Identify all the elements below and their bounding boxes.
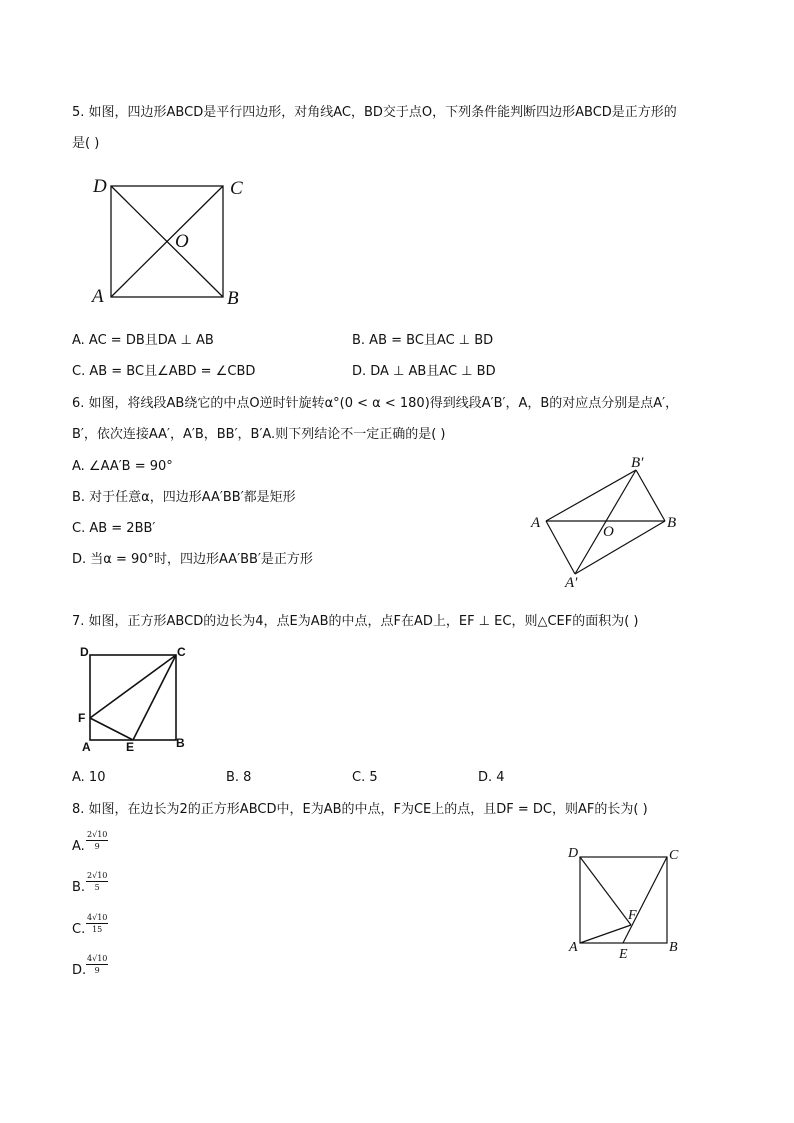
q6-option-c: C. AB = 2BB′ (72, 521, 156, 536)
q6-stem-line2: B′，依次连接AA′，A′B，BB′，B′A.则下列结论不一定正确的是( ) (72, 427, 446, 442)
q8-option-b-numerator: 2√10 (87, 871, 108, 880)
q8-label-d: D (568, 846, 579, 861)
q8-option-a-letter: A. (72, 839, 85, 854)
q7-label-f: F (78, 711, 86, 725)
q5-option-c: C. AB = BC且∠ABD = ∠CBD (72, 364, 256, 379)
q8-label-c: C (669, 848, 679, 863)
q6-option-a: A. ∠AA′B = 90° (72, 459, 173, 474)
q7-label-b: B (176, 736, 185, 750)
q6-label-b: B (667, 515, 677, 531)
q7-option-d: D. 4 (478, 770, 505, 785)
q8-option-a-numerator: 2√10 (87, 830, 108, 839)
q8-option-a-denominator: 9 (94, 842, 100, 851)
q8-option-c-denominator: 15 (92, 925, 103, 934)
q7-option-c: C. 5 (352, 770, 378, 785)
q8-label-f: F (628, 908, 637, 923)
q7-option-a: A. 10 (72, 770, 106, 785)
q5-option-a: A. AC = DB且DA ⊥ AB (72, 333, 214, 348)
q8-label-e: E (619, 947, 628, 962)
q8-label-a: A (569, 940, 578, 955)
q5-stem-line1: 5. 如图，四边形ABCD是平行四边形，对角线AC，BD交于点O，下列条件能判断四边形ABCD是正方形的 (72, 105, 677, 120)
q8-option-b-denominator: 5 (94, 883, 100, 892)
q6-label-o: O (603, 524, 614, 540)
q8-stem: 8. 如图，在边长为2的正方形ABCD中，E为AB的中点，F为CE上的点，且DF = DC，则AF的长为( ) (72, 802, 648, 817)
q7-label-d: D (80, 645, 89, 659)
q6-label-a: A (531, 515, 541, 531)
q8-label-b: B (669, 940, 678, 955)
q6-option-d: D. 当α = 90°时，四边形AA′BB′是正方形 (72, 552, 313, 567)
q6-stem-line1: 6. 如图，将线段AB绕它的中点O逆时针旋转α°(0 < α < 180)得到线段A′B′，A，B的对应点分别是点A′， (72, 396, 679, 411)
q8-option-d-denominator: 9 (94, 966, 100, 975)
q5-label-d: D (93, 176, 107, 197)
q5-label-c: C (230, 178, 243, 199)
q7-stem: 7. 如图，正方形ABCD的边长为4，点E为AB的中点，点F在AD上，EF ⊥ EC，则△CEF的面积为( ) (72, 614, 639, 629)
q5-label-b: B (227, 288, 239, 309)
q7-label-e: E (126, 740, 135, 754)
q8-option-c-numerator: 4√10 (87, 913, 108, 922)
q7-option-b: B. 8 (226, 770, 252, 785)
q8-option-c-letter: C. (72, 922, 86, 937)
q8-option-b-letter: B. (72, 880, 86, 895)
q6-label-a-prime: A′ (565, 575, 578, 591)
q5-option-b: B. AB = BC且AC ⊥ BD (352, 333, 494, 348)
q6-option-b: B. 对于任意α，四边形AA′BB′都是矩形 (72, 490, 296, 505)
q5-label-o: O (175, 231, 189, 252)
q7-label-c: C (177, 645, 186, 659)
q8-option-d-letter: D. (72, 963, 87, 978)
q8-option-d-numerator: 4√10 (87, 954, 108, 963)
q5-stem-line2: 是( ) (72, 136, 100, 151)
q5-label-a: A (92, 286, 104, 307)
q5-option-d: D. DA ⊥ AB且AC ⊥ BD (352, 364, 496, 379)
q6-label-b-prime: B′ (631, 455, 644, 471)
q7-label-a: A (82, 740, 91, 754)
